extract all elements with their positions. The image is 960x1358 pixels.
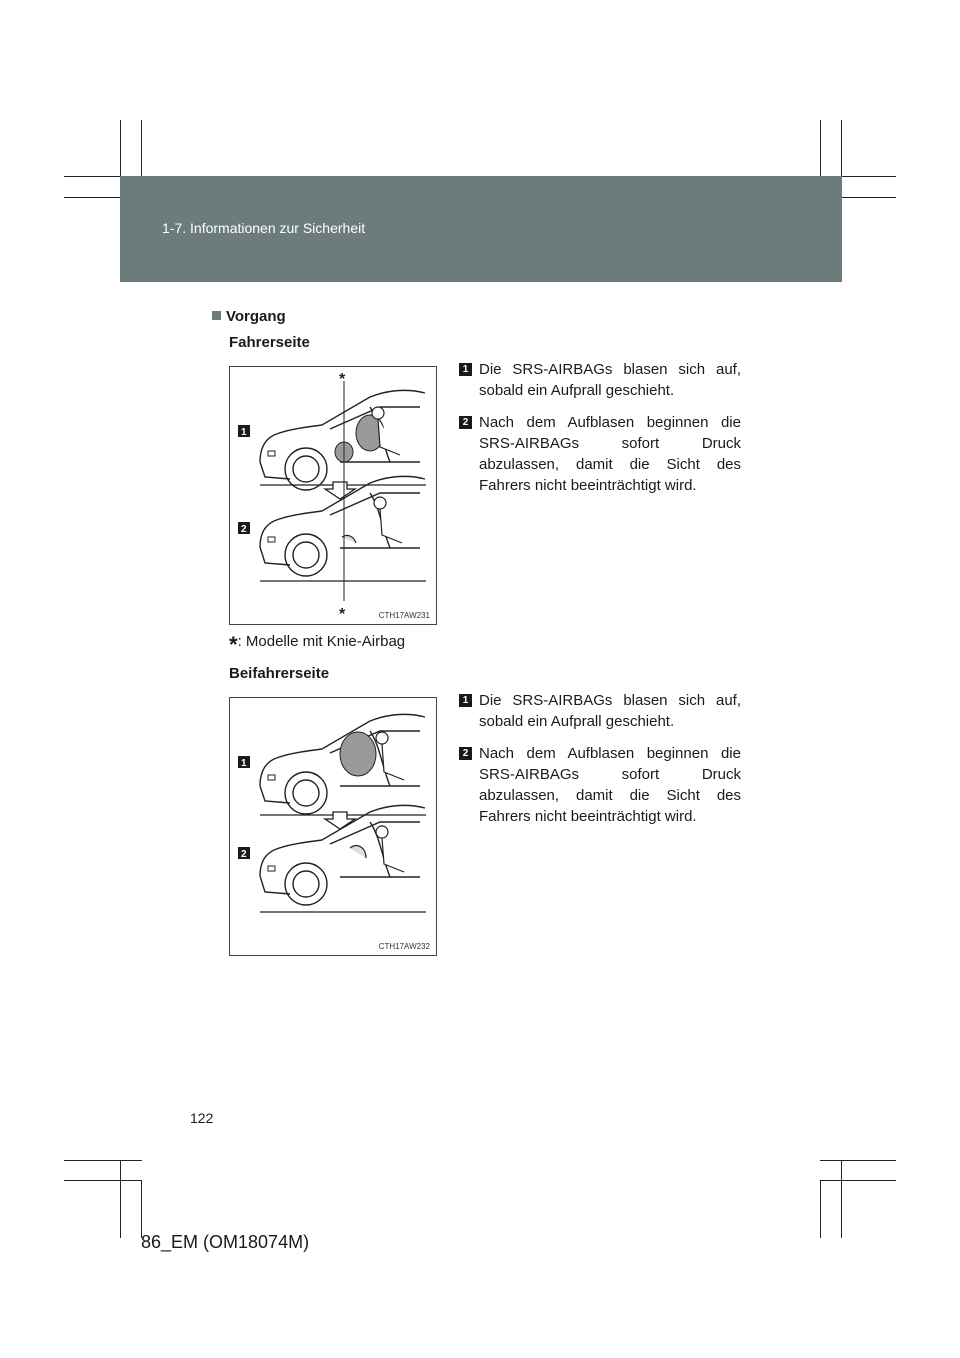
figure-code: CTH17AW232 <box>378 942 430 951</box>
driver-heading: Fahrerseite <box>229 334 310 351</box>
crop-mark <box>820 1160 896 1161</box>
step-number-badge: 1 <box>459 694 472 707</box>
figure-label-2: 2 <box>241 524 247 535</box>
passenger-airbag-illustration <box>230 698 436 955</box>
step-number-badge: 1 <box>459 363 472 376</box>
chapter-header <box>120 176 842 282</box>
step-text: Die SRS-AIRBAGs blasen sich auf, sobald ein Aufprall geschieht. <box>479 361 741 399</box>
passenger-heading: Beifahrerseite <box>229 665 330 682</box>
section-title-text: Vorgang <box>226 308 286 325</box>
passenger-airbag-figure <box>229 697 437 956</box>
crop-mark <box>64 1160 142 1161</box>
page-number: 122 <box>190 1110 214 1126</box>
step-text: Nach dem Aufblasen beginnen die SRS-AIRBAGs sofort Druck abzulassen, damit die Sicht des Fahrers nicht beeinträchtigt wird. <box>479 414 741 494</box>
knee-airbag-star-bottom: * <box>339 606 346 623</box>
step-item <box>459 743 741 827</box>
crop-mark <box>820 1180 896 1181</box>
figure-label-1: 1 <box>241 427 247 438</box>
step-number-badge: 2 <box>459 747 472 760</box>
step-item <box>459 412 741 496</box>
step-item <box>459 690 741 732</box>
crop-mark <box>141 1180 142 1238</box>
crop-mark <box>120 1160 121 1238</box>
driver-steps <box>459 359 741 507</box>
footnote <box>229 632 405 658</box>
section-heading <box>212 308 286 325</box>
footnote-text: : Modelle mit Knie-Airbag <box>237 633 406 650</box>
footnote-star: * <box>229 632 238 657</box>
step-text: Die SRS-AIRBAGs blasen sich auf, sobald ein Aufprall geschieht. <box>479 692 741 730</box>
bullet-square-icon <box>212 311 221 320</box>
figure-label-1: 1 <box>241 758 247 769</box>
figure-label-2: 2 <box>241 849 247 860</box>
driver-airbag-illustration <box>230 367 436 624</box>
document-code: 86_EM (OM18074M) <box>141 1232 310 1252</box>
driver-airbag-figure <box>229 366 437 625</box>
crop-mark <box>841 1160 842 1238</box>
chapter-title: 1-7. Informationen zur Sicherheit <box>162 220 366 236</box>
step-number-badge: 2 <box>459 416 472 429</box>
crop-mark <box>820 1180 821 1238</box>
passenger-steps <box>459 690 741 838</box>
step-text: Nach dem Aufblasen beginnen die SRS-AIRBAGs sofort Druck abzulassen, damit die Sicht des Fahrers nicht beeinträchtigt wird. <box>479 745 741 825</box>
knee-airbag-star-top: * <box>339 371 346 388</box>
step-item <box>459 359 741 401</box>
crop-mark <box>64 1180 142 1181</box>
figure-code: CTH17AW231 <box>378 611 430 620</box>
